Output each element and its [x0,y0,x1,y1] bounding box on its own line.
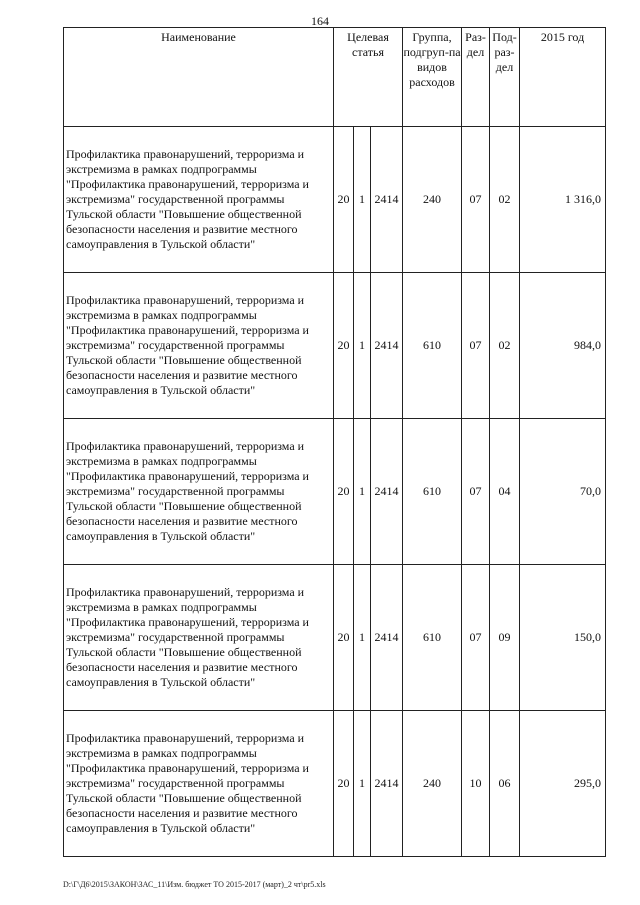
row-subsection: 02 [490,127,520,273]
row-article-part3: 2414 [371,127,403,273]
header-name: Наименование [64,28,334,127]
row-section: 10 [462,711,490,857]
row-article-part1: 20 [334,273,354,419]
row-subsection: 09 [490,565,520,711]
header-section: Раз-дел [462,28,490,127]
row-group: 240 [403,127,462,273]
row-article-part3: 2414 [371,711,403,857]
row-article-part1: 20 [334,711,354,857]
budget-table [63,27,606,857]
table-row [64,711,606,857]
header-target-article: Целевая статья [334,28,403,127]
row-name: Профилактика правонарушений, терроризма и экстремизма в рамках подпрограммы "Профилактика правонарушений, терроризма и экстремизма" государственной программы Тульской области "Повышение общественной безопасности населения и развитие местного самоуправления в Тульской области" [64,127,334,273]
row-article-part1: 20 [334,565,354,711]
row-group: 610 [403,273,462,419]
row-group: 610 [403,565,462,711]
page-number: 164 [311,14,329,28]
row-amount: 295,0 [520,711,606,857]
row-group: 610 [403,419,462,565]
row-name: Профилактика правонарушений, терроризма и экстремизма в рамках подпрограммы "Профилактика правонарушений, терроризма и экстремизма" государственной программы Тульской области "Повышение общественной безопасности населения и развитие местного самоуправления в Тульской области" [64,711,334,857]
footer-file-path: D:\Г\Д6\2015\ЗАКОН\ЗАС_11\Изм. бюджет ТО 2015-2017 (март)_2 чт\pr5.xls [63,880,326,889]
row-amount: 150,0 [520,565,606,711]
row-subsection: 02 [490,273,520,419]
row-group: 240 [403,711,462,857]
row-article-part2: 1 [354,711,371,857]
row-section: 07 [462,127,490,273]
row-name: Профилактика правонарушений, терроризма и экстремизма в рамках подпрограммы "Профилактика правонарушений, терроризма и экстремизма" государственной программы Тульской области "Повышение общественной безопасности населения и развитие местного самоуправления в Тульской области" [64,273,334,419]
header-subsection: Под-раз-дел [490,28,520,127]
row-article-part2: 1 [354,273,371,419]
row-article-part2: 1 [354,419,371,565]
row-amount: 70,0 [520,419,606,565]
row-article-part3: 2414 [371,419,403,565]
row-subsection: 04 [490,419,520,565]
row-section: 07 [462,419,490,565]
row-article-part1: 20 [334,419,354,565]
row-section: 07 [462,273,490,419]
header-year: 2015 год [520,28,606,127]
table-row [64,273,606,419]
row-name: Профилактика правонарушений, терроризма и экстремизма в рамках подпрограммы "Профилактика правонарушений, терроризма и экстремизма" государственной программы Тульской области "Повышение общественной безопасности населения и развитие местного самоуправления в Тульской области" [64,419,334,565]
row-article-part2: 1 [354,565,371,711]
row-subsection: 06 [490,711,520,857]
table-row [64,565,606,711]
row-article-part1: 20 [334,127,354,273]
table-header [64,28,606,127]
row-name: Профилактика правонарушений, терроризма и экстремизма в рамках подпрограммы "Профилактика правонарушений, терроризма и экстремизма" государственной программы Тульской области "Повышение общественной безопасности населения и развитие местного самоуправления в Тульской области" [64,565,334,711]
row-article-part2: 1 [354,127,371,273]
row-section: 07 [462,565,490,711]
row-amount: 1 316,0 [520,127,606,273]
row-article-part3: 2414 [371,273,403,419]
header-group: Группа, подгруп-па видов расходов [403,28,462,127]
row-article-part3: 2414 [371,565,403,711]
table-row [64,127,606,273]
row-amount: 984,0 [520,273,606,419]
table-row [64,419,606,565]
